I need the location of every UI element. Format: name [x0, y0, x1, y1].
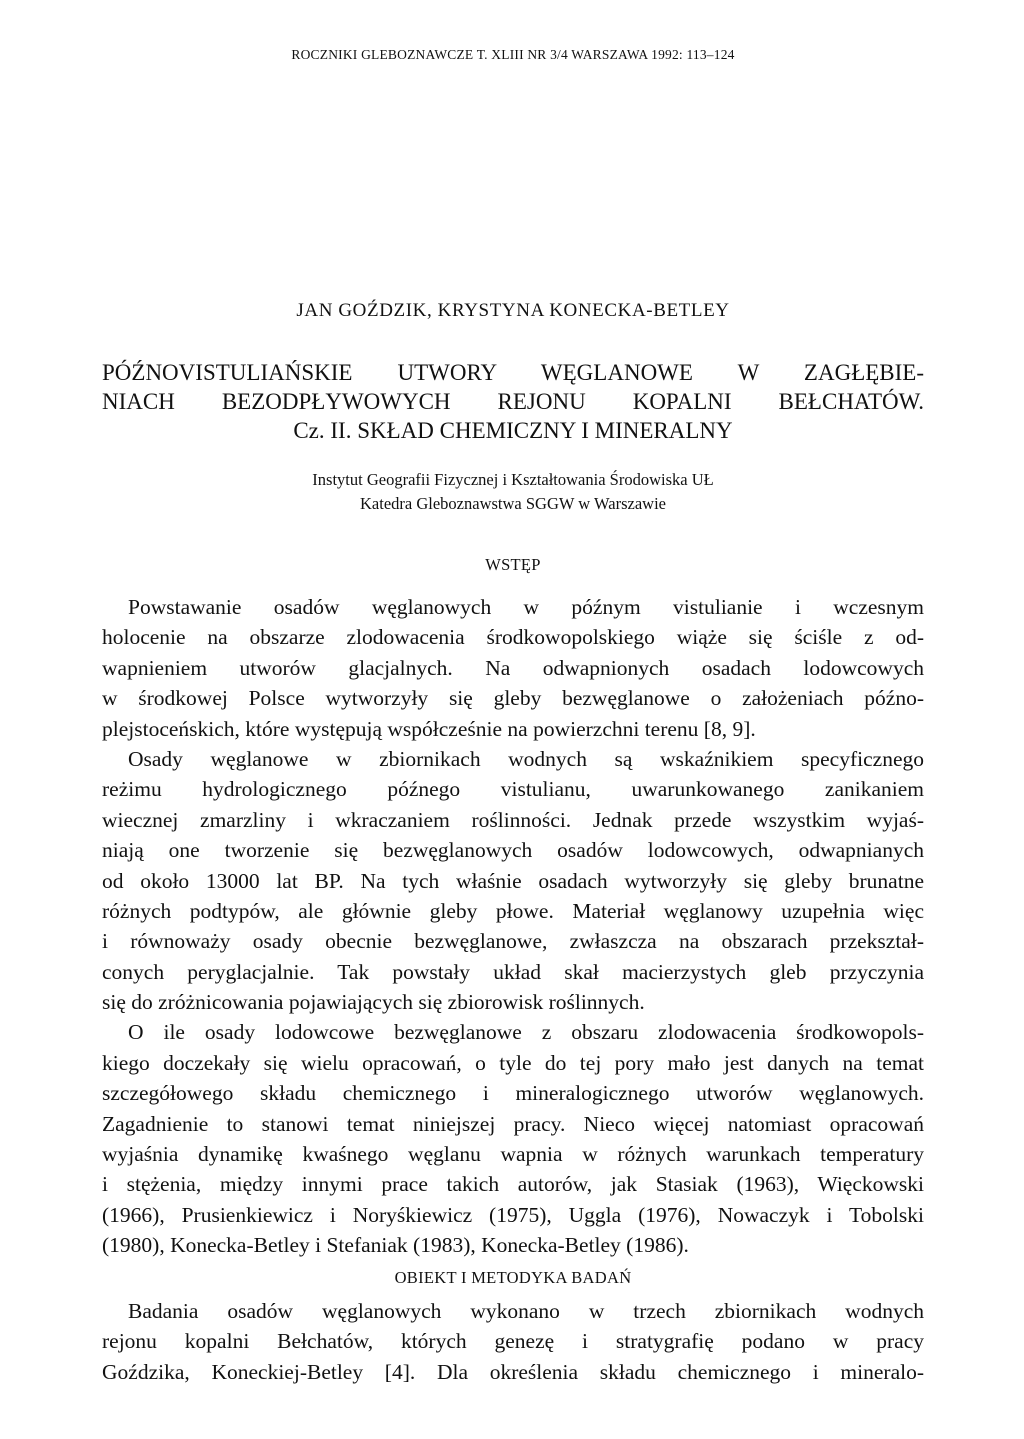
text-line: kiego doczekały się wielu opracowań, o tyle do tej pory mało jest danych na temat [102, 1050, 924, 1075]
text-line: wyjaśnia dynamikę kwaśnego węglanu wapnia w różnych warunkach temperatury [102, 1142, 924, 1167]
affiliation-line: Instytut Geografii Fizycznej i Kształtowania Środowiska UŁ [312, 470, 714, 489]
text-line: wiecznej zmarzliny i wkraczaniem roślinności. Jednak przede wszystkim wyjaś- [102, 807, 924, 832]
text-line: niają one tworzenie się bezwęglanowych osadów lodowcowych, odwapnianych [102, 838, 924, 863]
article-title [102, 358, 924, 445]
text-line: Osady węglanowe w zbiornikach wodnych są wskaźnikiem specyficznego [128, 746, 924, 771]
text-line: (1980), Konecka-Betley i Stefaniak (1983), Konecka-Betley (1986). [102, 1233, 689, 1258]
text-line: się do zróżnicowania pojawiających się zbiorowisk roślinnych. [102, 990, 645, 1015]
text-line: i równoważy osady obecnie bezwęglanowe, zwłaszcza na obszarach przekształ- [102, 929, 924, 954]
text-line: O ile osady lodowcowe bezwęglanowe z obszaru zlodowacenia środkowopols- [128, 1020, 924, 1045]
section-heading-methods: OBIEKT I METODYKA BADAŃ [394, 1268, 632, 1287]
text-line: reżimu hydrologicznego późnego vistulianu, uwarunkowanego zanikaniem [102, 777, 924, 802]
text-line: od około 13000 lat BP. Na tych właśnie osadach wytworzyły się gleby brunatne [102, 868, 924, 893]
running-head: ROCZNIKI GLEBOZNAWCZE T. XLIII NR 3/4 WARSZAWA 1992: 113–124 [291, 47, 735, 62]
section-heading-intro: WSTĘP [485, 555, 541, 574]
text-line: szczegółowego składu chemicznego i mineralogicznego utworów węglanowych. [102, 1081, 924, 1106]
text-line: conych peryglacjalnie. Tak powstały układ skał macierzystych gleb przyczynia [102, 959, 924, 984]
text-line: Badania osadów węglanowych wykonano w trzech zbiornikach wodnych [128, 1299, 924, 1323]
text-line: plejstoceńskich, które występują współcześnie na powierzchni terenu [8, 9]. [102, 716, 756, 741]
text-line: rejonu kopalni Bełchatów, których genezę i stratygrafię podano w pracy [102, 1329, 924, 1354]
text-line: holocenie na obszarze zlodowacenia środkowopolskiego wiąże się ściśle z od- [102, 625, 924, 650]
text-line: Powstawanie osadów węglanowych w późnym vistulianie i wczesnym [128, 595, 924, 619]
text-line: różnych podtypów, ale głównie gleby płowe. Materiał węglanowy uzupełnia więc [102, 898, 924, 923]
title-line: NIACH BEZODPŁYWOWYCH REJONU KOPALNI BEŁCHATÓW. [102, 389, 924, 414]
intro-body [102, 592, 924, 1261]
title-line: PÓŹNOVISTULIAŃSKIE UTWORY WĘGLANOWE W ZAGŁĘBIE- [102, 360, 924, 385]
text-line: Zagadnienie to stanowi temat niniejszej pracy. Nieco więcej natomiast opracowań [102, 1111, 924, 1136]
affiliation-line: Katedra Gleboznawstwa SGGW w Warszawie [360, 494, 666, 513]
text-line: w środkowej Polsce wytworzyły się gleby bezwęglanowe o założeniach późno- [102, 686, 924, 711]
article-authors: JAN GOŹDZIK, KRYSTYNA KONECKA-BETLEY [296, 300, 730, 321]
methods-body [102, 1296, 924, 1387]
title-line: Cz. II. SKŁAD CHEMICZNY I MINERALNY [293, 418, 733, 443]
affiliations [102, 468, 924, 516]
text-line: i stężenia, między innymi prace takich autorów, jak Stasiak (1963), Więckowski [102, 1172, 924, 1197]
text-line: wapnieniem utworów glacjalnych. Na odwapnionych osadach lodowcowych [102, 655, 924, 680]
text-line: Goździka, Koneckiej-Betley [4]. Dla określenia składu chemicznego i mineralo- [102, 1359, 924, 1384]
text-line: (1966), Prusienkiewicz i Noryśkiewicz (1975), Uggla (1976), Nowaczyk i Tobolski [102, 1202, 924, 1227]
